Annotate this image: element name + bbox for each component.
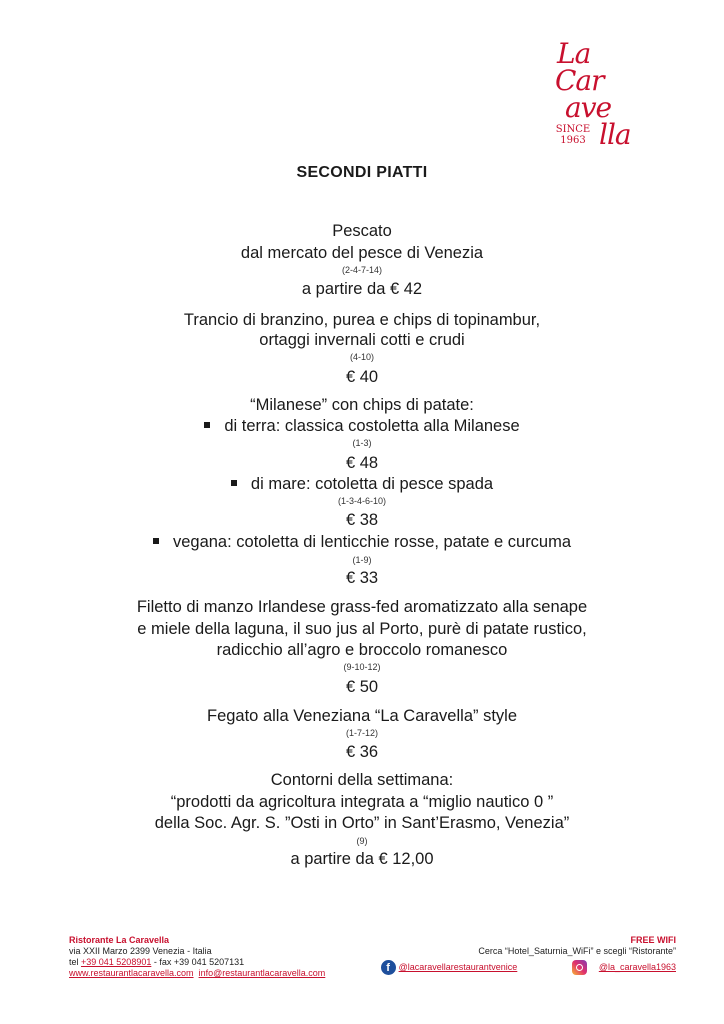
- wifi-title: FREE WIFI: [630, 935, 676, 945]
- price: € 50: [345, 678, 379, 696]
- allergens: (1-3): [352, 438, 372, 448]
- dish-variant: vegana: cotoletta di lenticchie rosse, patate e curcuma: [0, 532, 724, 552]
- logo-text: La: [557, 37, 591, 70]
- logo-text: lla: [599, 118, 631, 151]
- footer-contact: [69, 935, 325, 979]
- website-link[interactable]: www.restaurantlacaravella.com: [69, 968, 194, 978]
- price: a partire da € 12,00: [290, 850, 434, 868]
- logo: [553, 37, 665, 152]
- dish-name: “Milanese” con chips di patate:: [250, 396, 474, 414]
- address: via XXII Marzo 2399 Venezia - Italia: [69, 946, 212, 956]
- price: € 38: [345, 511, 379, 529]
- facebook-icon: f: [381, 960, 396, 975]
- logo-since: SINCE 1963: [555, 124, 591, 146]
- bullet-icon: [204, 422, 210, 428]
- dish-description: dal mercato del pesce di Venezia: [240, 244, 484, 262]
- price: € 36: [345, 743, 379, 761]
- footer-wifi: [381, 935, 676, 975]
- email-link[interactable]: info@restaurantlacaravella.com: [198, 968, 326, 978]
- phone-link[interactable]: +39 041 5208901: [81, 957, 152, 967]
- bullet-icon: [231, 480, 237, 486]
- dish-variant: di terra: classica costoletta alla Milanese: [0, 416, 724, 436]
- dish-name: Fegato alla Veneziana “La Caravella” style: [206, 707, 517, 725]
- price: a partire da € 42: [301, 280, 423, 298]
- allergens: (1-3-4-6-10): [337, 496, 386, 506]
- facebook-link[interactable]: @lacaravellarestaurantvenice: [398, 961, 518, 972]
- allergens: (2-4-7-14): [341, 265, 382, 275]
- instagram-link[interactable]: @la_caravella1963: [598, 961, 676, 972]
- dish-name: Filetto di manzo Irlandese grass-fed aromatizzato alla senape: [136, 598, 588, 616]
- dish-name: Pescato: [332, 222, 392, 240]
- allergens: (9-10-12): [343, 662, 381, 672]
- page-title: SECONDI PIATTI: [296, 164, 428, 181]
- bullet-icon: [153, 538, 159, 544]
- allergens: (1-9): [352, 555, 372, 565]
- logo-text: ave: [565, 91, 612, 124]
- dish-description: della Soc. Agr. S. ”Osti in Orto” in Sant’Erasmo, Venezia”: [154, 814, 570, 832]
- dish-variant: di mare: cotoletta di pesce spada: [0, 474, 724, 494]
- dish-description: ortaggi invernali cotti e crudi: [259, 331, 465, 349]
- allergens: (4-10): [349, 352, 374, 362]
- restaurant-name: Ristorante La Caravella: [69, 935, 170, 945]
- instagram-icon: [572, 960, 587, 975]
- wifi-text: Cerca “Hotel_Saturnia_WiFi” e scegli “Ristorante”: [478, 946, 676, 956]
- phone-line: tel +39 041 5208901 - fax +39 041 5207131: [69, 957, 245, 967]
- price: € 48: [345, 454, 379, 472]
- dish-description: radicchio all’agro e broccolo romanesco: [216, 641, 508, 659]
- allergens: (9): [356, 836, 368, 846]
- allergens: (1-7-12): [345, 728, 378, 738]
- dish-name: Contorni della settimana:: [270, 771, 454, 789]
- dish-description: “prodotti da agricoltura integrata a “miglio nautico 0 ”: [170, 793, 554, 811]
- price: € 33: [345, 569, 379, 587]
- logo-text: Car: [555, 64, 604, 97]
- dish-description: e miele della laguna, il suo jus al Porto, purè di patate rustico,: [137, 620, 587, 638]
- dish-name: Trancio di branzino, purea e chips di topinambur,: [183, 311, 541, 329]
- price: € 40: [345, 368, 379, 386]
